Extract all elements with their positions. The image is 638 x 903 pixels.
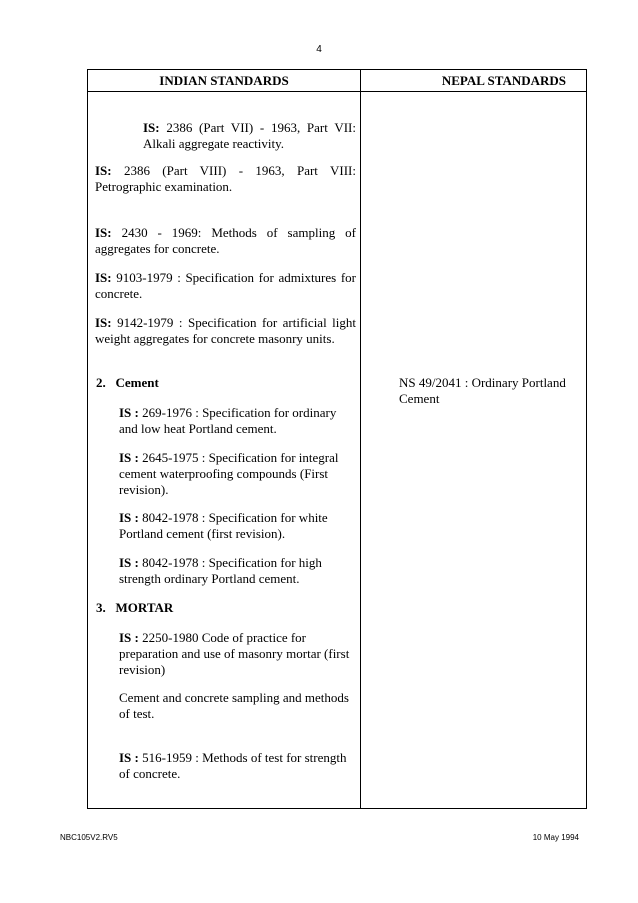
section-title: MORTAR — [115, 600, 174, 615]
entry-is-2386-vii — [143, 120, 356, 152]
header-nepal-standards: NEPAL STANDARDS — [441, 73, 566, 88]
entry-code: IS: — [95, 163, 112, 178]
entry-code: IS: — [95, 315, 112, 330]
entry-code: IS: — [95, 225, 112, 240]
entry-text: 9103-1979 : Specification for admixtures for concrete. — [95, 270, 356, 301]
entry-code: IS: — [143, 120, 160, 135]
entry-text: 8042-1978 : Specification for high strength ordinary Portland cement. — [119, 555, 322, 586]
section-mortar-heading — [96, 600, 173, 616]
header-divider — [88, 91, 586, 92]
entry-text: 2250-1980 Code of practice for preparation and use of masonry mortar (first revision) — [119, 630, 350, 677]
column-divider — [360, 70, 361, 808]
entry-is-8042-high — [119, 555, 344, 587]
entry-code: IS : — [119, 750, 139, 765]
entry-code: IS : — [119, 630, 139, 645]
section-title: Cement — [115, 375, 159, 390]
section-number: 3. — [96, 600, 106, 615]
entry-is-269 — [119, 405, 344, 437]
entry-code: IS : — [119, 405, 139, 420]
entry-code: IS : — [119, 555, 139, 570]
entry-text: Cement and concrete sampling and methods of test. — [119, 690, 349, 721]
entry-is-516 — [119, 750, 354, 782]
entry-text: 9142-1979 : Specification for artificial light weight aggregates for concrete masonry units. — [95, 315, 356, 346]
header-indian-standards: INDIAN STANDARDS — [159, 73, 289, 88]
entry-is-9142 — [95, 315, 356, 347]
entry-text: 2430 - 1969: Methods of sampling of aggregates for concrete. — [95, 225, 356, 256]
entry-is-8042-white — [119, 510, 344, 542]
entry-is-2645 — [119, 450, 344, 498]
entry-code: IS : — [119, 510, 139, 525]
entry-text: 2386 (Part VIII) - 1963, Part VIII: Petrographic examination. — [95, 163, 356, 194]
footer-date: 10 May 1994 — [532, 833, 579, 842]
section-number: 2. — [96, 375, 106, 390]
entry-ns-49: NS 49/2041 : Ordinary Portland Cement — [399, 375, 566, 406]
entry-is-2250 — [119, 630, 354, 678]
entry-cement-concrete-sampling — [119, 690, 354, 722]
entry-text: 2386 (Part VII) - 1963, Part VII: Alkali aggregate reactivity. — [143, 120, 356, 151]
entry-is-2386-viii — [95, 163, 356, 195]
entry-text: 516-1959 : Methods of test for strength of concrete. — [119, 750, 347, 781]
entry-code: IS : — [119, 450, 139, 465]
standards-table — [87, 69, 587, 809]
footer-document-code: NBC105V2.RV5 — [60, 833, 118, 842]
entry-text: 2645-1975 : Specification for integral cement waterproofing compounds (First revision). — [119, 450, 339, 497]
entry-text: 269-1976 : Specification for ordinary and low heat Portland cement. — [119, 405, 337, 436]
section-cement-heading — [96, 375, 159, 391]
entry-code: IS: — [95, 270, 112, 285]
entry-text: 8042-1978 : Specification for white Portland cement (first revision). — [119, 510, 328, 541]
entry-is-9103 — [95, 270, 356, 302]
entry-is-2430 — [95, 225, 356, 257]
page-number: 4 — [316, 44, 322, 55]
